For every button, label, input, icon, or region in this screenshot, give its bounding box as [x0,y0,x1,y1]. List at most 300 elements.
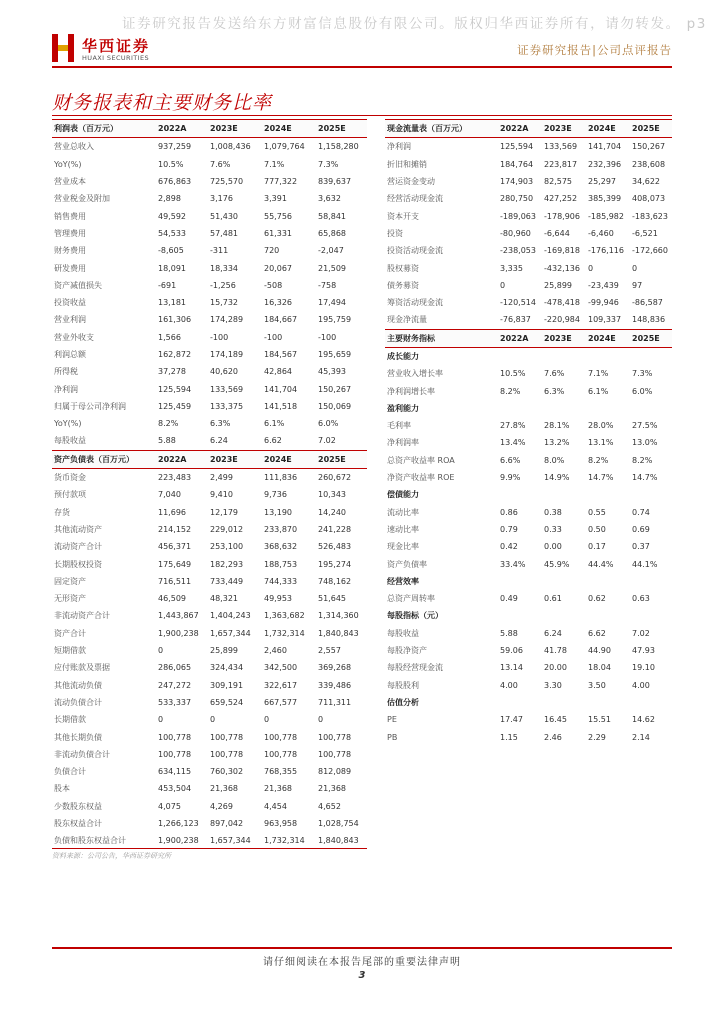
cell-value: 174,903 [500,177,534,187]
cell-value: 1,657,344 [210,628,251,638]
row-label: 货币资金 [54,473,86,483]
row-label: 长期股权投资 [54,559,102,569]
cell-value: 150,267 [318,384,352,394]
cell-value [496,607,540,624]
cell-value: 46,509 [158,594,186,604]
cell-value: 2023E [540,120,584,138]
cell-value: -100 [210,332,229,342]
cell-value: 0 [158,715,164,725]
row-label: 筹资活动现金流 [387,298,443,308]
cell-value: 10.5% [500,369,526,379]
row-label: 偿债能力 [387,490,419,500]
section-title: 财务报表和主要财务比率 [52,92,273,114]
cell-value: 133,375 [210,401,244,411]
cell-value [584,486,628,503]
row-label: 净资产收益率 ROE [387,473,455,483]
cell-value: 0.33 [544,524,562,534]
table-row [52,504,367,521]
cell-value: 25,899 [210,646,238,656]
cell-value: 59.06 [500,646,523,656]
table-row [52,780,367,797]
cell-value: 2023E [206,450,260,468]
table-row [52,538,367,555]
cell-value: 711,311 [318,697,352,707]
row-label: 总资产收益率 ROA [387,455,455,465]
cell-value: 16,326 [264,298,292,308]
row-label: 销售费用 [54,211,86,221]
cell-value: 777,322 [264,177,298,187]
cell-value: 2024E [584,120,628,138]
cell-value: 0.17 [588,542,606,552]
row-label: 资本开支 [387,211,419,221]
cell-value: 34,622 [632,177,660,187]
cell-value: 1,158,280 [318,142,359,152]
cell-value: 369,268 [318,663,352,673]
cell-value: 7.3% [318,159,339,169]
cell-value: 3,391 [264,194,287,204]
cell-value: 1,566 [158,332,181,342]
cell-value: 125,594 [158,384,192,394]
row-label: 营业利润 [54,315,86,325]
cell-value: 148,836 [632,315,666,325]
table-row [385,294,672,311]
cell-value: 9,410 [210,490,233,500]
row-label: PE [387,715,397,725]
cell-value: 1,404,243 [210,611,251,621]
cell-value: -238,053 [500,246,536,256]
cell-value: 963,958 [264,819,298,829]
cell-value: 309,191 [210,680,244,690]
table-row [385,259,672,276]
cell-value: 1,008,436 [210,142,251,152]
cell-value: 125,459 [158,401,192,411]
cell-value: -8,605 [158,246,184,256]
table-row [385,555,672,572]
row-label: 营业外收支 [54,332,94,342]
cell-value: 2025E [628,120,672,138]
cell-value: 3.50 [588,680,606,690]
cell-value: 7.02 [318,436,336,446]
row-label: 无形资产 [54,594,86,604]
cell-value: 21,368 [318,784,346,794]
cell-value: 174,289 [210,315,244,325]
table-row [52,138,367,156]
row-label: 每股经营现金流 [387,663,443,673]
table-row [52,277,367,294]
cell-value: 44.4% [588,559,614,569]
cell-value [496,347,540,365]
cell-value: 51,645 [318,594,346,604]
row-label: 净利润 [387,142,411,152]
table-row [52,832,367,849]
source-divider [52,848,367,849]
cell-value: 162,872 [158,350,192,359]
cell-value: 18,334 [210,263,238,273]
row-label: 每股净资产 [387,646,427,656]
cell-value: 2.46 [544,732,562,742]
cell-value: 0.79 [500,524,518,534]
row-label: 营业总收入 [54,142,94,152]
table-row [52,311,367,328]
cell-value: 2022A [496,120,540,138]
table-subsection-row [385,694,672,711]
cell-value: 27.8% [500,421,526,431]
cell-value: 8.2% [158,419,179,429]
table-header-row [385,120,672,138]
cell-value: 7.1% [264,159,285,169]
report-type: 证券研究报告|公司点评报告 [517,43,672,57]
table-row [52,625,367,642]
cell-value: 45,393 [318,367,346,377]
cell-value: 667,577 [264,697,298,707]
cell-value: 40,620 [210,367,238,377]
row-label: 研发费用 [54,263,86,273]
table-row [52,677,367,694]
row-label: 流动比率 [387,507,419,517]
cell-value [628,573,672,590]
cell-value: -508 [264,280,283,290]
cell-value: 49,953 [264,594,292,604]
cell-value: 0 [500,280,506,290]
cell-value: 100,778 [264,749,298,759]
cell-value: 1,443,867 [158,611,199,621]
cell-value: 2025E [314,120,367,138]
cell-value [628,607,672,624]
cell-value: -100 [318,332,337,342]
row-label: 营业成本 [54,177,86,187]
table-header-row [52,450,367,468]
cell-value: 15.51 [588,715,611,725]
row-label: 估值分析 [387,697,419,707]
cell-value: 6.62 [264,436,282,446]
cell-value: 223,817 [544,159,578,169]
row-label: 净利润增长率 [387,386,435,396]
row-label: 固定资产 [54,576,86,586]
table-row [385,625,672,642]
cell-value: 12,179 [210,507,238,517]
cell-value: 1,079,764 [264,142,305,152]
table-row [385,156,672,173]
cell-value [496,400,540,417]
cell-value: -120,514 [500,298,536,308]
cell-value: 1,657,344 [210,836,251,846]
row-label: 成长能力 [387,352,419,361]
row-label: 总资产周转率 [387,594,435,604]
row-label: 现金流量表（百万元） [385,120,496,138]
table-row [52,521,367,538]
left-financial-table [52,119,367,849]
cell-value: 232,396 [588,159,622,169]
cell-value: 19.10 [632,663,655,673]
row-label: 非流动负债合计 [54,749,110,759]
huaxi-logo-mark-icon [52,34,74,62]
cell-value: 195,659 [318,350,352,359]
cell-value: 241,228 [318,524,352,534]
table-row [385,659,672,676]
cell-value: 8.2% [500,386,521,396]
table-row [52,746,367,763]
cell-value: 408,073 [632,194,666,204]
cell-value: 184,567 [264,350,298,359]
row-label: YoY(%) [54,159,82,169]
cell-value: 82,575 [544,177,572,187]
cell-value: 0.00 [544,542,562,552]
cell-value: 8.2% [588,455,609,465]
table-row [52,415,367,432]
cell-value: 150,267 [632,142,666,152]
table-row [52,642,367,659]
cell-value: 2,898 [158,194,181,204]
cell-value: 456,371 [158,542,192,552]
cell-value: -176,116 [588,246,624,256]
table-row [385,504,672,521]
cell-value: 427,252 [544,194,578,204]
table-row [385,538,672,555]
cell-value: 21,509 [318,263,346,273]
table-row [52,432,367,450]
cell-value: 4.00 [500,680,518,690]
row-label: 负债合计 [54,767,86,777]
table-row [52,294,367,311]
row-label: 债务募资 [387,280,419,290]
cell-value: -220,984 [544,315,580,325]
row-label: 所得税 [54,367,78,377]
row-label: 长期借款 [54,715,86,725]
table-row [52,659,367,676]
cell-value [540,694,584,711]
table-row [52,763,367,780]
cell-value: 54,533 [158,228,186,238]
cell-value [584,607,628,624]
cell-value: 0.55 [588,507,606,517]
table-row [385,434,672,451]
row-label: 存货 [54,507,70,517]
cell-value [496,486,540,503]
cell-value: -6,644 [544,228,570,238]
cell-value: 3,632 [318,194,341,204]
cell-value: 27.5% [632,421,658,431]
table-row [385,642,672,659]
cell-value: -76,837 [500,315,531,325]
brand-logo [52,34,222,66]
cell-value: 2022A [154,120,206,138]
table-row [52,607,367,624]
cell-value: 7.3% [632,369,653,379]
cell-value: 10.5% [158,159,184,169]
cell-value: 0 [158,646,164,656]
cell-value: 260,672 [318,473,352,483]
cell-value: 6.0% [632,386,653,396]
row-label: 其他长期负债 [54,732,102,742]
cell-value: 937,259 [158,142,192,152]
cell-value: -172,660 [632,246,668,256]
cell-value: -99,946 [588,298,619,308]
table-row [52,242,367,259]
cell-value: 7.02 [632,628,650,638]
table-row [52,329,367,346]
cell-value: 8.0% [544,455,565,465]
table-row [385,242,672,259]
row-label: 每股股利 [387,680,419,690]
cell-value: -432,136 [544,263,580,273]
cell-value: 2022A [154,450,206,468]
row-label: 资产合计 [54,628,86,638]
row-label: 营业税金及附加 [54,194,110,204]
table-row [52,555,367,572]
cell-value: 2025E [628,329,672,347]
cell-value: 25,899 [544,280,572,290]
table-subsection-row [385,573,672,590]
cell-value: -80,960 [500,228,531,238]
row-label: 非流动资产合计 [54,611,110,621]
row-label: 现金净流量 [387,315,427,325]
right-financial-table [385,119,672,746]
cell-value: 97 [632,280,643,290]
cell-value: 0.42 [500,542,518,552]
cell-value: 229,012 [210,524,244,534]
cell-value: 1,028,754 [318,819,359,829]
cell-value: 1,840,843 [318,628,359,638]
cell-value: 51,430 [210,211,238,221]
cell-value: 247,272 [158,680,192,690]
cell-value: 2023E [540,329,584,347]
cell-value: 2022A [496,329,540,347]
cell-value: -23,439 [588,280,619,290]
row-label: 其他流动负债 [54,680,102,690]
cell-value: -311 [210,246,229,256]
cell-value: 13.1% [588,438,614,448]
cell-value: 897,042 [210,819,244,829]
row-label: 现金比率 [387,542,419,552]
row-label: 毛利率 [387,421,411,431]
row-label: 流动资产合计 [54,542,102,552]
cell-value: 6.3% [210,419,231,429]
row-label: 少数股东权益 [54,801,102,811]
cell-value: 0.61 [544,594,562,604]
cell-value: 1,314,360 [318,611,359,621]
page-number: 3 [358,970,366,981]
row-label: 管理费用 [54,228,86,238]
cell-value: 839,637 [318,177,352,187]
table-row [52,728,367,745]
brand-name-cn: 华西证券 [82,37,151,55]
cell-value: 0 [318,715,324,725]
cell-value: 20.00 [544,663,567,673]
cell-value: 0.49 [500,594,518,604]
cell-value: 5.88 [500,628,518,638]
cell-value: 44.1% [632,559,658,569]
brand-name-en: HUAXI SECURITIES [82,54,150,62]
cell-value: 0.69 [632,524,650,534]
cell-value: 6.1% [264,419,285,429]
cell-value: 16.45 [544,715,567,725]
cell-value: 716,511 [158,576,192,586]
cell-value [584,400,628,417]
cell-value: -6,460 [588,228,614,238]
row-label: 股权募资 [387,263,419,273]
row-label: 经营效率 [387,576,419,586]
row-label: 资产减值损失 [54,280,102,290]
cell-value: 0.37 [632,542,650,552]
cell-value: 4.00 [632,680,650,690]
row-label: 每股收益 [54,436,86,446]
cell-value: 720 [264,246,280,256]
footer-divider [52,947,672,949]
table-row [52,207,367,224]
row-label: 应付账款及票据 [54,663,110,673]
cell-value: 634,115 [158,767,192,777]
cell-value: -86,587 [632,298,663,308]
cell-value: 48,321 [210,594,238,604]
cell-value: 175,649 [158,559,192,569]
cell-value: 3,176 [210,194,233,204]
cell-value: 100,778 [158,749,192,759]
row-label: 投资活动现金流 [387,246,443,256]
watermark: 证券研究报告发送给东方财富信息股份有限公司。版权归华西证券所有，请勿转发。 p3 [122,16,707,32]
cell-value: 13.0% [632,438,658,448]
cell-value: 6.1% [588,386,609,396]
cell-value: 20,067 [264,263,292,273]
cell-value: 141,704 [264,384,298,394]
row-label: YoY(%) [54,419,82,429]
cell-value: 6.6% [500,455,521,465]
cell-value: 748,162 [318,576,352,586]
table-row [385,311,672,329]
cell-value: 100,778 [158,732,192,742]
row-label: 折旧和摊销 [387,159,427,169]
row-label: 其他流动资产 [54,524,102,534]
cell-value: -189,063 [500,211,536,221]
cell-value: 2024E [260,450,314,468]
table-row [52,398,367,415]
cell-value: 111,836 [264,473,298,483]
cell-value: 11,696 [158,507,186,517]
cell-value: 61,331 [264,228,292,238]
cell-value: 4,454 [264,801,287,811]
cell-value: 1.15 [500,732,518,742]
table-row [52,694,367,711]
cell-value: -691 [158,280,177,290]
cell-value: -478,418 [544,298,580,308]
cell-value: 109,337 [588,315,622,325]
table-row [52,468,367,486]
cell-value: 233,870 [264,524,298,534]
row-label: 净利润率 [387,438,419,448]
cell-value: 17,494 [318,298,346,308]
cell-value: 14,240 [318,507,346,517]
source-note: 资料来源：公司公告，华西证券研究所 [52,852,171,860]
cell-value: 13.2% [544,438,570,448]
cell-value: 0.86 [500,507,518,517]
cell-value: 2023E [206,120,260,138]
table-row [385,277,672,294]
cell-value: 6.24 [544,628,562,638]
row-label: 营运资金变动 [387,177,435,187]
cell-value: 1,732,314 [264,836,305,846]
cell-value: 223,483 [158,473,192,483]
cell-value: 47.93 [632,646,655,656]
cell-value: 9,736 [264,490,287,500]
cell-value: 2,499 [210,473,233,483]
row-label: 资产负债率 [387,559,427,569]
header-divider [52,66,672,68]
cell-value [496,573,540,590]
cell-value: 0 [210,715,216,725]
cell-value: 0 [632,263,638,273]
cell-value: 41.78 [544,646,567,656]
table-row [385,469,672,486]
cell-value: 1,840,843 [318,836,359,846]
